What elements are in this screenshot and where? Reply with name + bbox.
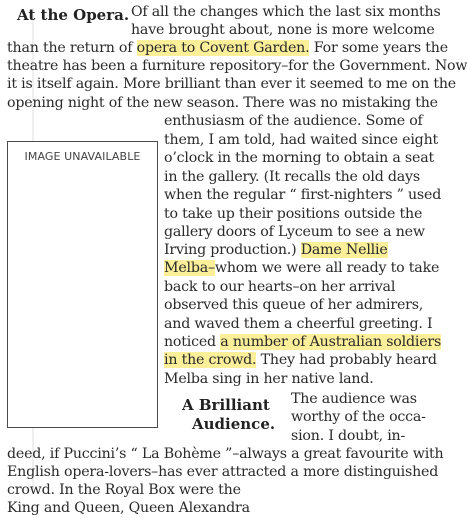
text-line: them, I am told, had waited since eight — [164, 132, 439, 148]
text-line: o’clock in the morning to obtain a seat — [164, 150, 434, 166]
text-line — [164, 332, 441, 352]
highlight-in-the-crowd: in the crowd. — [164, 352, 257, 368]
highlight-melba: Melba– — [164, 260, 215, 276]
heading-at-the-opera: At the Opera. — [17, 6, 130, 24]
text-line: and waved them a cheerful greeting. I — [164, 316, 433, 332]
text-segment: whom we were all ready to take — [214, 260, 440, 276]
text-line — [164, 258, 439, 278]
text-line: back to our hearts–on her arrival — [164, 279, 396, 295]
text-line: gallery doors of Lyceum to see a new — [164, 224, 425, 240]
text-segment: than the return of — [7, 40, 137, 56]
text-line — [164, 350, 437, 370]
text-line: worthy of the occa- — [291, 409, 426, 425]
text-line: to take up their positions outside the — [164, 206, 423, 222]
text-line: theatre has been a furniture repository–for the Government. Now — [7, 58, 467, 74]
highlight-australian-soldiers: a number of Australian soldiers — [220, 334, 442, 350]
text-segment: They had probably heard — [256, 352, 437, 368]
text-line: Melba sing in her native land. — [164, 371, 374, 387]
text-line: observed this queue of her admirers, — [164, 297, 424, 313]
highlight-dame-nellie: Dame Nellie — [300, 242, 388, 258]
text-line: it is itself again. More brilliant than ever it seemed to me on the — [7, 76, 457, 92]
text-line — [7, 38, 448, 58]
heading-audience: Audience. — [192, 415, 276, 433]
text-line: English opera-lovers–has ever attracted a more distinguished — [7, 464, 439, 480]
text-segment: For some years the — [309, 40, 448, 56]
text-line: have brought about, none is more welcome — [131, 22, 435, 38]
text-line: enthusiasm of the audience. Some of — [164, 113, 423, 129]
image-unavailable-label: IMAGE UNAVAILABLE — [24, 150, 141, 163]
heading-a-brilliant: A Brilliant — [182, 396, 270, 414]
text-line: crowd. In the Royal Box were the — [7, 482, 241, 498]
text-line: sion. I doubt, in- — [291, 428, 406, 444]
text-line: in the gallery. (It recalls the old days — [164, 169, 420, 185]
highlight-opera-covent-garden: opera to Covent Garden. — [136, 40, 310, 56]
text-line: deed, if Puccini’s “ La Bohème ”–always a great favourite with — [7, 446, 444, 462]
text-line: King and Queen, Queen Alexandra — [7, 500, 250, 516]
text-segment: Irving production.) — [164, 242, 301, 258]
text-line: opening night of the new season. There was no mistaking the — [7, 95, 438, 111]
image-placeholder — [7, 141, 158, 428]
text-line: The audience was — [291, 391, 417, 407]
text-line — [164, 240, 388, 260]
text-line: Of all the changes which the last six months — [131, 4, 441, 20]
text-segment: noticed — [164, 334, 221, 350]
text-line: when the regular “ first-nighters ” used — [164, 187, 442, 203]
